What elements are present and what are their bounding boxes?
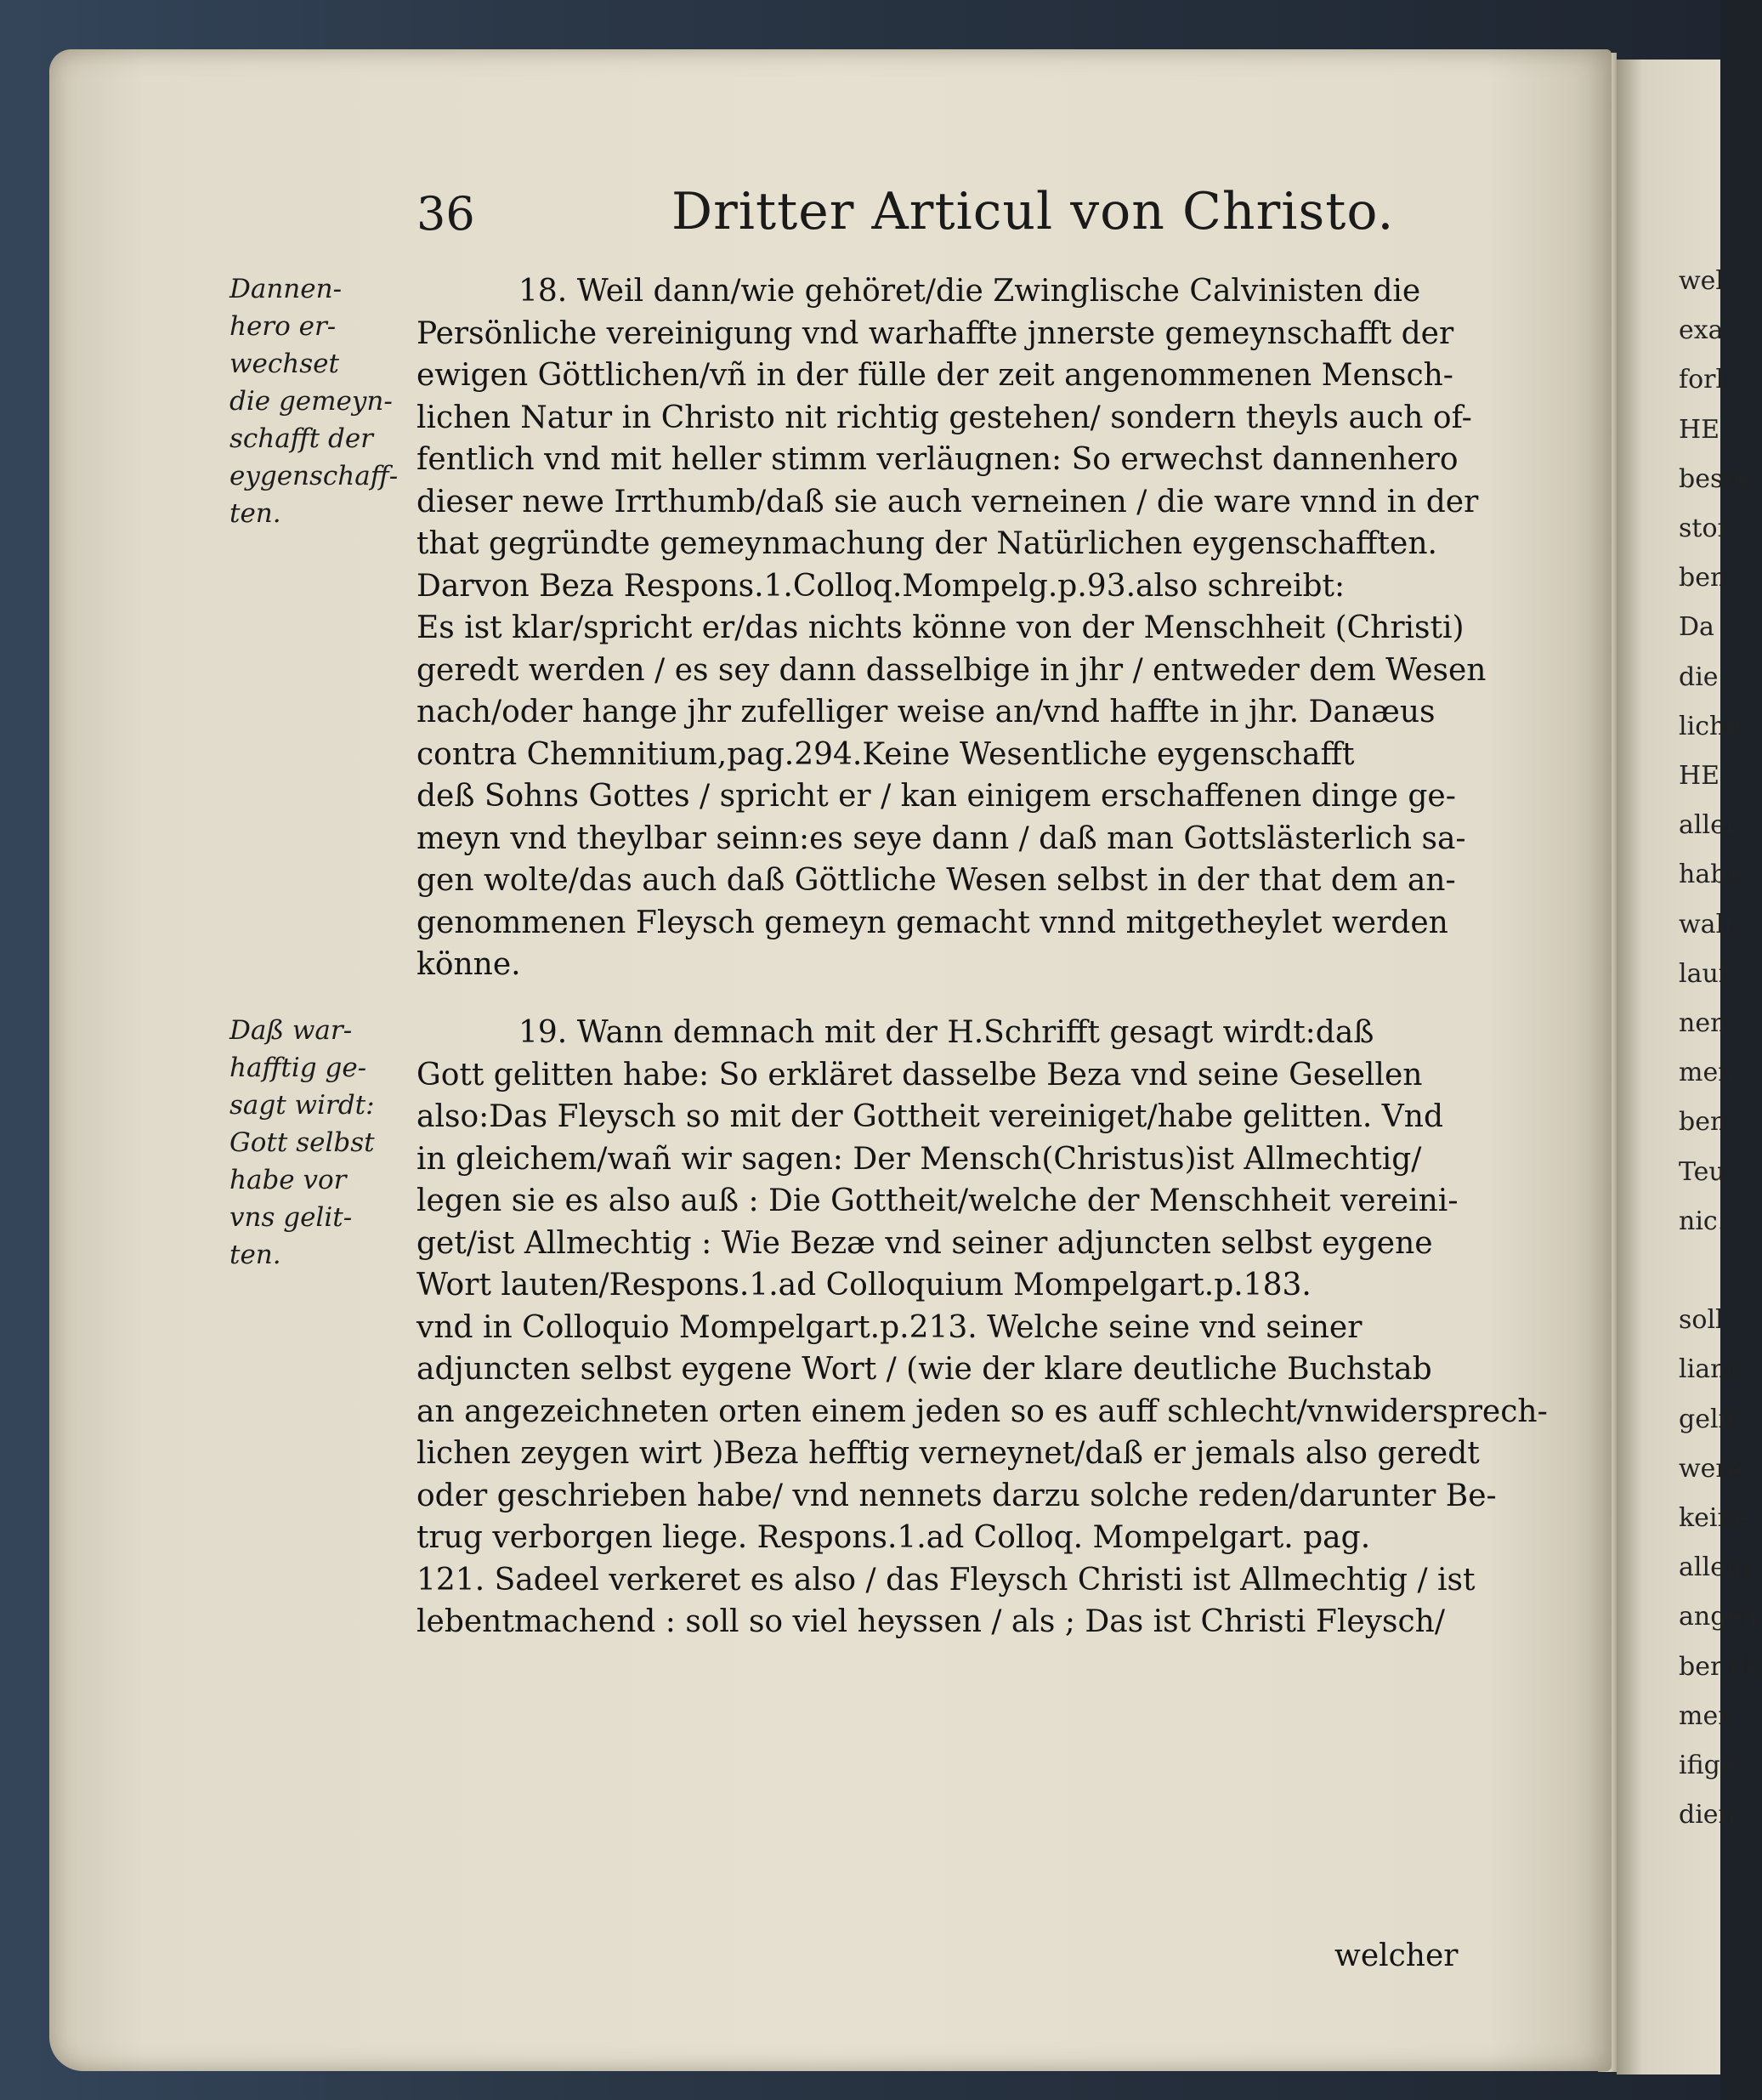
fragment-line: nen — [1679, 1008, 1727, 1039]
fragment-line: wel — [1679, 266, 1725, 296]
fragment-line: exa — [1679, 315, 1724, 346]
text-line: ewigen Göttlichen/vñ in der fülle der zeit angenommenen Mensch- — [416, 358, 1453, 393]
text-line: oder geschrieben habe/ vnd nennets darzu solche reden/darunter Be- — [416, 1478, 1497, 1513]
fragment-line: HE — [1679, 414, 1720, 445]
marginal-line: ten. — [229, 498, 281, 529]
fragment-line: ifige — [1679, 1751, 1736, 1781]
fragment-line: ber de — [1679, 1651, 1762, 1682]
fragment-line: lauf — [1679, 958, 1728, 989]
text-line: vnd in Colloquio Mompelgart.p.213. Welche seine vnd seiner — [416, 1309, 1363, 1345]
text-line: Es ist klar/spricht er/das nichts könne von der Menschheit (Christi) — [416, 610, 1465, 645]
page-number: 36 — [416, 187, 475, 241]
text-line: meyn vnd theylbar seinn:es seye dann / daß man Gottslästerlich sa- — [416, 820, 1466, 856]
marginal-line: Daß war- — [229, 1015, 353, 1046]
text-line: an angezeichneten orten einem jeden so es auff schlecht/vnwidersprech- — [416, 1393, 1548, 1429]
fragment-line: gelit — [1679, 1404, 1737, 1434]
fragment-line: ben — [1679, 563, 1727, 593]
text-line: lichen zeygen wirt )Beza hefftig verneynet/daß er jemals also geredt — [416, 1436, 1480, 1471]
fragment-line: die — [1679, 661, 1719, 692]
text-line: Darvon Beza Respons.1.Colloq.Mompelg.p.93.also schreibt: — [416, 568, 1346, 604]
text-line: legen sie es also auß : Die Gottheit/welche der Menschheit vereini- — [416, 1183, 1459, 1218]
paragraph-19 — [416, 1012, 1548, 1643]
text-line: 19. Wann demnach mit der H.Schrifft gesagt wirdt:daß — [518, 1015, 1374, 1050]
marginal-line: hero er- — [229, 311, 337, 342]
fragment-line: allei — [1679, 810, 1734, 841]
text-line: genommenen Fleysch gemeyn gemacht vnnd mitgetheylet werden — [416, 905, 1448, 940]
fragment-line: walt — [1679, 909, 1735, 939]
text-line: 18. Weil dann/wie gehöret/die Zwinglische Calvinisten die — [518, 274, 1421, 309]
text-line: 121. Sadeel verkeret es also / das Fleysch Christi ist Allmechtig / ist — [416, 1562, 1476, 1598]
text-line: trug verborgen liege. Respons.1.ad Colloq. Mompelgart. pag. — [416, 1520, 1371, 1555]
fragment-line: beste — [1679, 463, 1749, 494]
marginal-line: Gott selbst — [229, 1127, 375, 1158]
text-line: get/ist Allmechtig : Wie Bezæ vnd seiner adjuncten selbst eygene — [416, 1225, 1433, 1261]
text-line: Wort lauten/Respons.1.ad Colloquium Mompelgart.p.183. — [416, 1268, 1312, 1303]
marginal-line: wechset — [229, 349, 339, 379]
text-line: geredt werden / es sey dann dasselbige in jhr / entweder dem Wesen — [416, 652, 1487, 688]
marginal-line: hafftig ge- — [229, 1053, 367, 1083]
text-line: that gegründte gemeynmachung der Natürlichen eygenschafften. — [416, 526, 1437, 561]
fragment-line: angen — [1679, 1602, 1759, 1632]
marginal-note-1 — [229, 270, 399, 532]
fragment-line: Da — [1679, 612, 1714, 643]
text-line: nach/oder hange jhr zufelliger weise an/vnd haffte in jhr. Danæus — [416, 695, 1436, 729]
marginal-line: vns gelit- — [229, 1202, 353, 1233]
text-line: fentlich vnd mit heller stimm verläugnen: So erwechst dannenhero — [416, 442, 1459, 477]
marginal-line: Dannen- — [229, 274, 343, 304]
fragment-line: nic. — [1679, 1206, 1726, 1236]
page-header — [399, 179, 1462, 264]
text-line: Persönliche vereinigung vnd warhaffte jnnerste gemeynschafft der — [416, 315, 1454, 351]
fragment-line: habe — [1679, 860, 1742, 890]
text-line: dieser newe Irrthumb/daß sie auch verneinen / die ware vnnd in der — [416, 484, 1479, 519]
fragment-line: liche — [1679, 711, 1742, 741]
marginal-note-2 — [229, 1012, 399, 1274]
marginal-line: schafft der — [229, 423, 374, 454]
fragment-line: dien — [1679, 1800, 1735, 1830]
catchword: welcher — [1334, 1938, 1459, 1973]
fragment-line: lianc — [1679, 1354, 1742, 1385]
fragment-line: HE — [1679, 761, 1720, 792]
text-line: lebentmachend : soll so viel heyssen / als ; Das ist Christi Fleysch/ — [416, 1604, 1445, 1639]
text-line: adjuncten selbst eygene Wort / (wie der klare deutliche Buchstab — [416, 1352, 1432, 1387]
facing-page-text — [1679, 257, 1762, 1841]
text-line: in gleichem/wañ wir sagen: Der Mensch(Christus)ist Allmechtig/ — [416, 1141, 1422, 1177]
fragment-line: ben — [1679, 1107, 1727, 1138]
text-line: also:Das Fleysch so mit der Gottheit vereiniget/habe gelitten. Vnd — [416, 1099, 1444, 1134]
marginal-line: eygenschaff- — [229, 461, 399, 491]
fragment-line: Teu — [1679, 1156, 1725, 1187]
text-line: deß Sohns Gottes / spricht er / kan einigem erschaffenen dinge ge- — [416, 779, 1456, 814]
fragment-line: allein — [1679, 1552, 1750, 1583]
text-line: könne. — [416, 947, 521, 982]
text-line: Gott gelitten habe: So erkläret dasselbe Beza vnd seine Gesellen — [416, 1057, 1423, 1093]
fragment-line: forl — [1679, 365, 1725, 395]
fragment-line: soll — [1679, 1305, 1724, 1336]
fragment-line: were — [1679, 1453, 1743, 1484]
text-line: lichen Natur in Christo nit richtig gestehen/ sondern theyls auch of- — [416, 400, 1472, 435]
marginal-line: ten. — [229, 1240, 281, 1270]
paragraph-18 — [416, 270, 1487, 986]
text-line: contra Chemnitium,pag.294.Keine Wesentliche eygenschafft — [416, 736, 1355, 772]
text-line: gen wolte/das auch daß Göttliche Wesen selbst in der that dem an- — [416, 863, 1456, 898]
fragment-line: men — [1679, 1058, 1735, 1088]
running-title: Dritter Articul von Christo. — [671, 182, 1395, 241]
marginal-line: sagt wirdt: — [229, 1090, 375, 1121]
fragment-line — [1679, 1246, 1720, 1296]
marginal-line: die gemeyn- — [229, 386, 393, 417]
fragment-line: men — [1679, 1700, 1735, 1731]
fragment-line: stor — [1679, 514, 1730, 544]
fragment-line: keine — [1679, 1503, 1749, 1534]
marginal-line: habe vor — [229, 1165, 347, 1195]
